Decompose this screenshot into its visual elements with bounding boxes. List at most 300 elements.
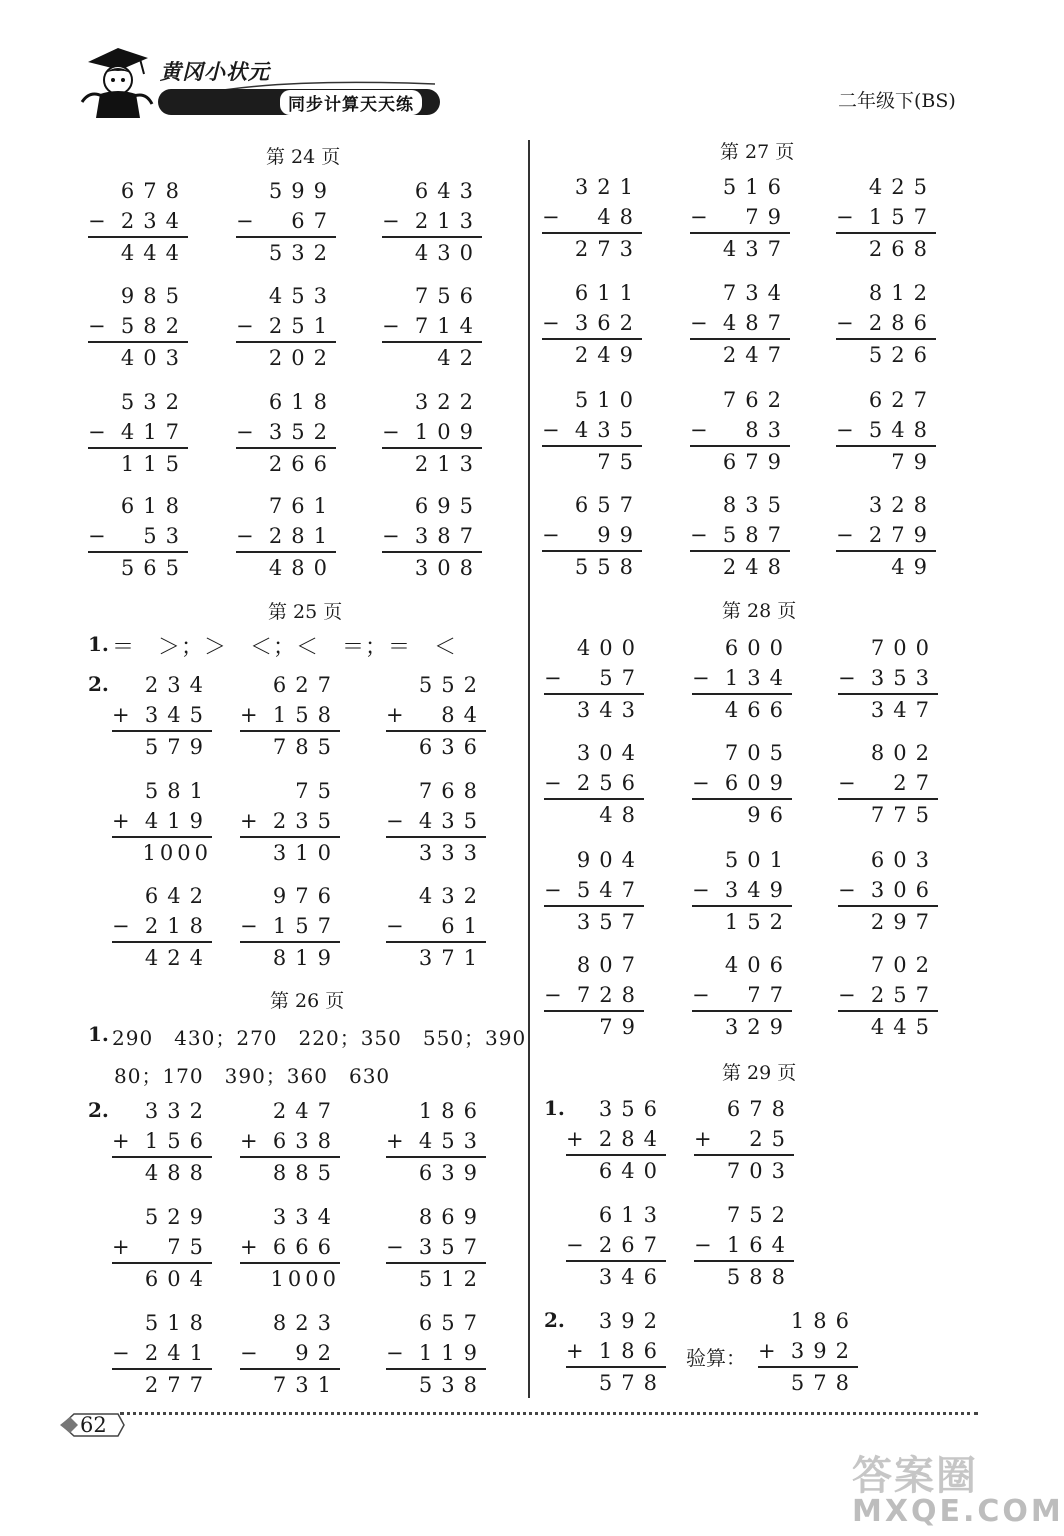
problem-operand-top: 304 <box>576 741 644 765</box>
problem-result: 333 <box>386 836 486 868</box>
problem-result: 115 <box>88 447 188 479</box>
problem-operand-bottom: 257 <box>870 983 938 1007</box>
problem-result: 346 <box>566 1260 666 1292</box>
operator-sign: + <box>240 1129 258 1153</box>
page24-problem <box>236 387 336 479</box>
page28-title: 第 28 页 <box>722 600 797 622</box>
problem-operand-bottom: 548 <box>868 418 936 442</box>
page29-title: 第 29 页 <box>722 1062 797 1084</box>
problem-operand-bottom: 284 <box>598 1127 666 1151</box>
page24-problem <box>382 176 482 268</box>
problem-operand-top: 400 <box>576 636 644 660</box>
problem-result: 79 <box>544 1010 644 1042</box>
problem-result: 357 <box>544 905 644 937</box>
problem-operand-top: 75 <box>279 779 340 803</box>
problem-result: 249 <box>542 338 642 370</box>
problem-operand-top: 356 <box>598 1097 666 1121</box>
problem-operand-bottom-row <box>542 202 642 232</box>
page28-problem <box>692 845 792 937</box>
problem-result: 96 <box>692 798 792 830</box>
problem-operand-top: 432 <box>418 884 486 908</box>
problem-operand-bottom: 67 <box>275 209 336 233</box>
problem-operand-top: 756 <box>414 284 482 308</box>
page25-q1-label: 1. <box>88 632 109 656</box>
operator-sign: + <box>386 1129 404 1153</box>
operator-sign: − <box>88 209 106 233</box>
operator-sign: − <box>836 523 854 547</box>
problem-operand-bottom: 256 <box>576 771 644 795</box>
problem-operand-bottom: 306 <box>870 878 938 902</box>
problem-operand-bottom-row <box>112 1338 212 1368</box>
problem-operand-bottom-row <box>112 1126 212 1156</box>
problem-operand-bottom-row <box>112 806 212 836</box>
problem-result: 488 <box>112 1156 212 1188</box>
problem-result: 1000 <box>240 1262 340 1294</box>
problem-result: 347 <box>838 693 938 725</box>
problem-operand-bottom: 57 <box>583 666 644 690</box>
page29-q1-label: 1. <box>544 1096 565 1120</box>
problem-operand-top: 802 <box>870 741 938 765</box>
problem-operand-top: 657 <box>418 1311 486 1335</box>
problem-operand-bottom: 353 <box>870 666 938 690</box>
problem-operand-top: 705 <box>724 741 792 765</box>
operator-sign: + <box>112 703 130 727</box>
operator-sign: − <box>386 914 404 938</box>
problem-result: 248 <box>690 550 790 582</box>
page25-q2-label: 2. <box>88 672 109 696</box>
problem-result: 79 <box>836 445 936 477</box>
problem-operand-bottom-row <box>838 663 938 693</box>
problem-operand-bottom-row <box>838 875 938 905</box>
operator-sign: + <box>112 809 130 833</box>
problem-operand-top: 186 <box>418 1099 486 1123</box>
problem-operand-top: 678 <box>726 1097 794 1121</box>
problem-result: 308 <box>382 551 482 583</box>
problem-result: 371 <box>386 941 486 973</box>
problem-operand-top: 695 <box>414 494 482 518</box>
column-divider <box>528 140 530 1398</box>
page26-q1-line1: 290 430；270 220；350 550；390 <box>112 1026 527 1050</box>
problem-operand-bottom-row <box>386 806 486 836</box>
problem-operand-bottom-row <box>386 1232 486 1262</box>
page28-problem <box>692 633 792 725</box>
series-banner <box>158 89 440 115</box>
problem-result: 430 <box>382 236 482 268</box>
problem-result: 444 <box>88 236 188 268</box>
page28-problem <box>544 738 644 830</box>
problem-operand-top: 516 <box>722 175 790 199</box>
problem-operand-bottom-row <box>692 768 792 798</box>
footer-dotted-rule <box>120 1412 978 1415</box>
problem-result: 247 <box>690 338 790 370</box>
problem-operand-bottom-row <box>694 1124 794 1154</box>
problem-operand-bottom: 157 <box>272 914 340 938</box>
problem-operand-bottom-row <box>240 1338 340 1368</box>
problem-operand-bottom-row <box>838 768 938 798</box>
problem-operand-bottom-row <box>112 700 212 730</box>
operator-sign: − <box>386 1235 404 1259</box>
page24-problem <box>236 176 336 268</box>
operator-sign: + <box>386 703 404 727</box>
problem-operand-bottom-row <box>542 308 642 338</box>
problem-operand-bottom: 281 <box>268 524 336 548</box>
operator-sign: − <box>692 771 710 795</box>
problem-operand-bottom: 156 <box>144 1129 212 1153</box>
problem-result: 310 <box>240 836 340 868</box>
page27-problem <box>836 172 936 264</box>
problem-operand-bottom: 487 <box>722 311 790 335</box>
grade-label: 二年级下(BS) <box>838 90 956 112</box>
problem-operand-bottom: 435 <box>418 809 486 833</box>
page27-problem <box>542 385 642 477</box>
page29-problem <box>694 1200 794 1292</box>
page27-problem <box>836 385 936 477</box>
problem-operand-bottom-row <box>566 1124 666 1154</box>
problem-operand-bottom: 587 <box>722 523 790 547</box>
problem-operand-top: 186 <box>790 1309 858 1333</box>
page26-problem <box>386 1202 486 1294</box>
page27-problem <box>542 278 642 370</box>
operator-sign: − <box>692 666 710 690</box>
brand-title: 黄冈小状元 <box>160 59 270 84</box>
problem-operand-bottom-row <box>566 1230 666 1260</box>
problem-operand-bottom: 419 <box>144 809 212 833</box>
page27-problem <box>836 490 936 582</box>
operator-sign: − <box>236 420 254 444</box>
page24-problem <box>236 281 336 373</box>
problem-operand-bottom: 218 <box>144 914 212 938</box>
problem-operand-bottom: 345 <box>144 703 212 727</box>
problem-operand-top: 600 <box>724 636 792 660</box>
problem-result: 466 <box>692 693 792 725</box>
problem-operand-bottom-row <box>542 520 642 550</box>
problem-operand-top: 406 <box>724 953 792 977</box>
problem-operand-top: 518 <box>144 1311 212 1335</box>
page24-problem <box>88 281 188 373</box>
problem-operand-bottom-row <box>382 521 482 551</box>
problem-operand-top: 332 <box>144 1099 212 1123</box>
problem-operand-bottom: 357 <box>418 1235 486 1259</box>
problem-operand-top: 643 <box>414 179 482 203</box>
problem-operand-bottom: 79 <box>729 205 790 229</box>
problem-result: 578 <box>758 1366 858 1398</box>
problem-result: 579 <box>112 730 212 762</box>
problem-result: 49 <box>836 550 936 582</box>
problem-result: 640 <box>566 1154 666 1186</box>
operator-sign: + <box>694 1127 712 1151</box>
problem-operand-top: 425 <box>868 175 936 199</box>
problem-result: 532 <box>236 236 336 268</box>
problem-operand-bottom-row <box>386 1126 486 1156</box>
problem-operand-bottom-row <box>240 700 340 730</box>
problem-result: 42 <box>382 341 482 373</box>
page25-problem <box>240 776 340 868</box>
page27-title: 第 27 页 <box>720 141 795 163</box>
problem-operand-bottom: 234 <box>120 209 188 233</box>
problem-operand-bottom-row <box>240 911 340 941</box>
page27-problem <box>690 172 790 264</box>
problem-operand-bottom: 53 <box>127 524 188 548</box>
problem-operand-bottom: 48 <box>581 205 642 229</box>
problem-operand-top: 501 <box>724 848 792 872</box>
problem-result: 445 <box>838 1010 938 1042</box>
operator-sign: − <box>88 420 106 444</box>
page26-title: 第 26 页 <box>270 990 345 1012</box>
page25-problem <box>386 881 486 973</box>
page24-problem <box>88 176 188 268</box>
problem-operand-bottom-row <box>692 663 792 693</box>
problem-result: 424 <box>112 941 212 973</box>
problem-operand-bottom: 84 <box>425 703 486 727</box>
problem-operand-bottom: 267 <box>598 1233 666 1257</box>
problem-operand-bottom-row <box>88 521 188 551</box>
page-number: 62 <box>80 1413 107 1437</box>
page25-q1-answers: ＝ ＞；＞ ＜；＜ ＝；＝ ＜ <box>112 635 458 660</box>
problem-result: 1000 <box>112 836 212 868</box>
problem-operand-bottom: 119 <box>418 1341 486 1365</box>
page24-problem <box>382 387 482 479</box>
problem-result: 277 <box>112 1368 212 1400</box>
page25-problem <box>112 670 212 762</box>
page26-q1-line2: 80；170 390；360 630 <box>114 1064 391 1088</box>
operator-sign: − <box>382 314 400 338</box>
problem-result: 343 <box>544 693 644 725</box>
page28-problem <box>692 950 792 1042</box>
problem-operand-bottom-row <box>112 911 212 941</box>
problem-result: 588 <box>694 1260 794 1292</box>
page29-problem <box>566 1200 666 1292</box>
problem-operand-bottom-row <box>236 521 336 551</box>
problem-operand-bottom-row <box>544 663 644 693</box>
page27-problem <box>836 278 936 370</box>
problem-operand-top: 869 <box>418 1205 486 1229</box>
problem-operand-top: 334 <box>272 1205 340 1229</box>
operator-sign: − <box>838 983 856 1007</box>
page27-problem <box>690 385 790 477</box>
operator-sign: + <box>758 1339 776 1363</box>
problem-result: 731 <box>240 1368 340 1400</box>
operator-sign: − <box>112 914 130 938</box>
problem-result: 636 <box>386 730 486 762</box>
operator-sign: − <box>692 878 710 902</box>
problem-operand-bottom: 213 <box>414 209 482 233</box>
problem-result: 526 <box>836 338 936 370</box>
page26-problem <box>240 1308 340 1400</box>
operator-sign: − <box>236 209 254 233</box>
operator-sign: − <box>386 1341 404 1365</box>
operator-sign: − <box>544 771 562 795</box>
problem-operand-bottom: 109 <box>414 420 482 444</box>
problem-operand-bottom-row <box>88 311 188 341</box>
problem-operand-top: 976 <box>272 884 340 908</box>
page24-title: 第 24 页 <box>266 146 341 168</box>
problem-operand-bottom-row <box>382 417 482 447</box>
problem-operand-top: 611 <box>574 281 642 305</box>
problem-operand-bottom: 582 <box>120 314 188 338</box>
page26-problem <box>386 1096 486 1188</box>
problem-operand-bottom: 547 <box>576 878 644 902</box>
problem-operand-top: 529 <box>144 1205 212 1229</box>
problem-result: 604 <box>112 1262 212 1294</box>
problem-operand-bottom-row <box>240 1126 340 1156</box>
problem-operand-top: 322 <box>414 390 482 414</box>
operator-sign: − <box>382 524 400 548</box>
problem-operand-top: 581 <box>144 779 212 803</box>
problem-operand-bottom: 235 <box>272 809 340 833</box>
problem-operand-bottom: 352 <box>268 420 336 444</box>
page25-problem <box>386 776 486 868</box>
operator-sign: − <box>236 524 254 548</box>
problem-operand-top: 985 <box>120 284 188 308</box>
problem-operand-bottom-row <box>566 1336 666 1366</box>
problem-operand-top: 603 <box>870 848 938 872</box>
problem-operand-bottom-row <box>544 768 644 798</box>
problem-operand-top: 328 <box>868 493 936 517</box>
problem-result: 885 <box>240 1156 340 1188</box>
page25-problem <box>112 881 212 973</box>
problem-result: 403 <box>88 341 188 373</box>
problem-operand-bottom-row <box>382 206 482 236</box>
problem-operand-top: 510 <box>574 388 642 412</box>
problem-operand-bottom-row <box>236 206 336 236</box>
problem-result: 480 <box>236 551 336 583</box>
problem-operand-top: 599 <box>268 179 336 203</box>
problem-operand-bottom: 164 <box>726 1233 794 1257</box>
operator-sign: − <box>690 205 708 229</box>
problem-operand-top: 618 <box>268 390 336 414</box>
problem-operand-bottom: 99 <box>581 523 642 547</box>
problem-operand-bottom-row <box>690 308 790 338</box>
operator-sign: − <box>692 983 710 1007</box>
problem-operand-bottom-row <box>836 520 936 550</box>
problem-operand-bottom-row <box>112 1232 212 1262</box>
page25-problem <box>112 776 212 868</box>
operator-sign: + <box>566 1339 584 1363</box>
operator-sign: − <box>690 418 708 442</box>
operator-sign: − <box>836 418 854 442</box>
problem-result: 819 <box>240 941 340 973</box>
page26-problem <box>240 1202 340 1294</box>
problem-operand-top: 532 <box>120 390 188 414</box>
mascot-logo-icon <box>78 44 156 120</box>
page26-problem <box>386 1308 486 1400</box>
operator-sign: − <box>566 1233 584 1257</box>
problem-result: 639 <box>386 1156 486 1188</box>
problem-operand-bottom: 61 <box>425 914 486 938</box>
page24-problem <box>382 281 482 373</box>
problem-operand-bottom: 714 <box>414 314 482 338</box>
operator-sign: − <box>838 771 856 795</box>
page25-title: 第 25 页 <box>268 601 343 623</box>
problem-operand-bottom: 77 <box>731 983 792 1007</box>
problem-operand-bottom: 279 <box>868 523 936 547</box>
problem-result: 297 <box>838 905 938 937</box>
operator-sign: − <box>240 1341 258 1365</box>
problem-operand-top: 678 <box>120 179 188 203</box>
problem-operand-bottom: 241 <box>144 1341 212 1365</box>
operator-sign: − <box>88 314 106 338</box>
page26-q1-label: 1. <box>88 1022 109 1046</box>
problem-result: 703 <box>694 1154 794 1186</box>
problem-operand-bottom-row <box>836 202 936 232</box>
problem-operand-top: 613 <box>598 1203 666 1227</box>
problem-operand-top: 752 <box>726 1203 794 1227</box>
operator-sign: + <box>566 1127 584 1151</box>
problem-operand-bottom-row <box>690 415 790 445</box>
operator-sign: − <box>836 205 854 229</box>
problem-operand-bottom-row <box>694 1230 794 1260</box>
operator-sign: − <box>836 311 854 335</box>
problem-operand-top: 657 <box>574 493 642 517</box>
problem-operand-bottom: 417 <box>120 420 188 444</box>
problem-operand-top: 761 <box>268 494 336 518</box>
problem-operand-top: 835 <box>722 493 790 517</box>
problem-operand-bottom-row <box>690 520 790 550</box>
problem-operand-top: 234 <box>144 673 212 697</box>
problem-operand-bottom-row <box>386 700 486 730</box>
page24-problem <box>382 491 482 583</box>
problem-operand-bottom: 92 <box>279 1341 340 1365</box>
problem-result: 679 <box>690 445 790 477</box>
operator-sign: − <box>542 311 560 335</box>
problem-operand-top: 453 <box>268 284 336 308</box>
page27-problem <box>542 172 642 264</box>
problem-result: 202 <box>236 341 336 373</box>
problem-operand-bottom-row <box>690 202 790 232</box>
problem-result: 268 <box>836 232 936 264</box>
problem-operand-bottom: 349 <box>724 878 792 902</box>
problem-operand-bottom-row <box>544 980 644 1010</box>
operator-sign: + <box>240 1235 258 1259</box>
problem-operand-top: 702 <box>870 953 938 977</box>
problem-operand-bottom-row <box>692 980 792 1010</box>
operator-sign: − <box>112 1341 130 1365</box>
problem-operand-bottom: 609 <box>724 771 792 795</box>
operator-sign: − <box>694 1233 712 1257</box>
page29-problem <box>566 1306 666 1398</box>
problem-result: 329 <box>692 1010 792 1042</box>
page29-problem <box>694 1094 794 1186</box>
operator-sign: − <box>690 311 708 335</box>
operator-sign: − <box>542 418 560 442</box>
problem-result: 152 <box>692 905 792 937</box>
problem-operand-bottom: 666 <box>272 1235 340 1259</box>
problem-operand-bottom: 435 <box>574 418 642 442</box>
problem-operand-bottom: 186 <box>598 1339 666 1363</box>
problem-operand-bottom: 286 <box>868 311 936 335</box>
problem-operand-bottom: 251 <box>268 314 336 338</box>
page24-problem <box>88 491 188 583</box>
problem-operand-top: 627 <box>868 388 936 412</box>
page28-problem <box>544 633 644 725</box>
page28-problem <box>838 845 938 937</box>
operator-sign: − <box>240 914 258 938</box>
page28-problem <box>838 738 938 830</box>
problem-operand-bottom-row <box>386 1338 486 1368</box>
operator-sign: + <box>112 1235 130 1259</box>
operator-sign: − <box>838 666 856 690</box>
problem-operand-top: 618 <box>120 494 188 518</box>
operator-sign: − <box>386 809 404 833</box>
operator-sign: + <box>240 809 258 833</box>
page29-problem <box>566 1094 666 1186</box>
page26-problem <box>240 1096 340 1188</box>
problem-operand-bottom-row <box>386 911 486 941</box>
operator-sign: − <box>544 666 562 690</box>
problem-operand-top: 392 <box>598 1309 666 1333</box>
problem-operand-bottom: 453 <box>418 1129 486 1153</box>
page27-problem <box>542 490 642 582</box>
